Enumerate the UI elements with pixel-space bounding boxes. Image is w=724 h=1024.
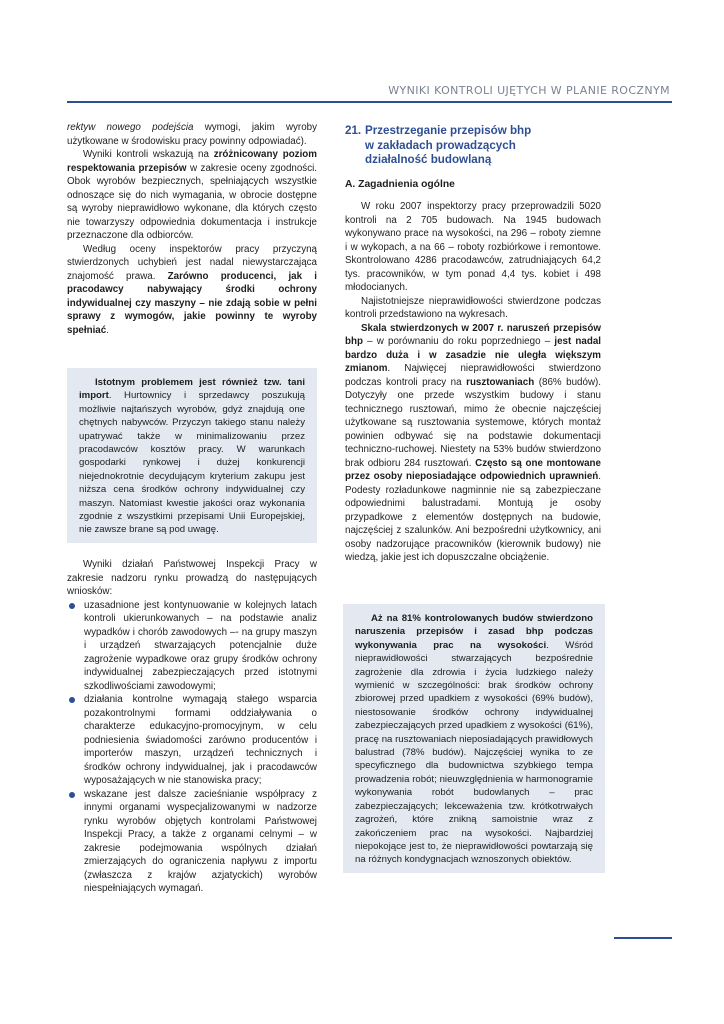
- list-item: wskazane jest dalsze zacieśnianie współpracy z innymi organami wyspecjalizowanymi w nadzorze rynku wyrobów objętych kontrolami Państwowej Inspekcji Pracy, a także z organami celnymi – w zakresie podejmowania wspólnych działań zmierzających do ograniczenia napływu z importu (zwłaszcza z krajów azjatyckich) wyrobów niespełniających wymagań.: [67, 788, 317, 896]
- right-p3-bold-g: Często są one montowane przez osoby nieposiadające odpowiednich uprawnień: [345, 457, 601, 483]
- box2-bold: Aż na 81% kontrolowanych budów stwierdzono naruszenia przepisów i zasad bhp podczas wykonywania prac na wysokości: [355, 613, 593, 651]
- left-paragraph-3: [67, 243, 317, 338]
- box1-paragraph: [79, 376, 305, 537]
- highlight-box-heights: [343, 604, 605, 873]
- highlight-box-import: [67, 368, 317, 543]
- right-p3-bold-c: jest nadal bardzo duża i w zasadzie nie uległa większym zmianom: [345, 336, 601, 375]
- conclusions-list: [67, 599, 317, 896]
- left-p2-a: Wyniki kontroli wskazują na: [83, 149, 214, 160]
- running-header: WYNIKI KONTROLI UJĘTYCH W PLANIE ROCZNYM: [388, 84, 670, 97]
- right-paragraph-2: Najistotniejsze nieprawidłowości stwierdzone podczas kontroli przedstawiono na wykresach.: [345, 295, 601, 321]
- right-p3-f: (86% budów). Dotyczyły one przede wszystkim budowy i stanu technicznego rusztowań, mimo że obecnie najczęściej użytkowane są rusztowania systemowe, których montaż powinien odbywać się na podstawie dokumentacji techniczno-ruchowej. Niestety na 53% budów stwierdzono brak odbioru 284 rusztowań.: [345, 376, 602, 469]
- right-paragraph-1: W roku 2007 inspektorzy pracy przeprowadzili 5020 kontroli na 2 705 budowach. Na 1945 budowach wykonywano prace na wysokości, na 296 – roboty ziemne i w wykopach, a na 66 – roboty rozbiórkowe i remontowe. Skontrolowano 4286 pracodawców, zatrudniających 64,2 tys. pracowników, w tym ponad 4,4 tys. kobiet i 498 młodocianych.: [345, 201, 601, 294]
- section-title: [345, 124, 601, 168]
- header-rule: [67, 101, 672, 103]
- subheading: A. Zagadnienia ogólne: [345, 178, 455, 190]
- left-p3-c: .: [106, 324, 109, 336]
- conclusions-intro: Wyniki działań Państwowej Inspekcji Pracy w zakresie nadzoru rynku prowadzą do następujących wniosków:: [67, 559, 317, 597]
- left-p3-a: Według oceny inspektorów pracy przyczyną stwierdzonych uchybień jest nadal niewystarczająca znajomość prawa.: [67, 243, 317, 282]
- right-p3-bold-a: Skala stwierdzonych w 2007 r. naruszeń przepisów bhp: [345, 322, 601, 348]
- left-paragraph-1: [67, 121, 317, 148]
- list-item: uzasadnione jest kontynuowanie w kolejnych latach kontroli ukierunkowanych – na podstawie analiz wypadków i chorób zawodowych –- na grupy maszyn i urządzeń stwarzających potencjalnie duże zagrożenie wypadkowe oraz grupy środków ochrony indywidualnej zabezpieczających przed istotnymi szkodliwościami zawodowymi;: [67, 599, 317, 694]
- right-p3-h: . Podesty rozładunkowe nagminnie nie są zabezpieczane odpowiednimi balustradami. Montują je osoby przypadkowe z elementów dostępnych na budowie, najczęściej z szalunków. Ani bezpośredni użytkownicy, ani osoby nadzorujące pracowników (kierownik budowy) nie wiedzą, jakie jest ich dopuszczalne obciążenie.: [345, 471, 601, 564]
- left-column-conclusions: [67, 558, 317, 896]
- box1-text: . Hurtownicy i sprzedawcy poszukują możliwie najtańszych wyrobów, gdyż znajdują one chętnych nabywców. Przyczyn takiego stanu należy upatrywać także w minimalizowaniu przez pracodawców kosztów pracy. W warunkach gospodarki rynkowej i dużej konkurencji niejednokrotnie decydującym kryterium zakupu jest niższa cena środków ochrony indywidualnej czy maszyn. Natomiast kwestie jakości oraz wykonania zgodnie z wszystkimi przepisami Unii Europejskiej, nie zawsze brane są pod uwagę.: [79, 390, 305, 536]
- list-item: działania kontrolne wymagają stałego wsparcia pozakontrolnymi formami oddziaływania o charakterze edukacyjno-promocyjnym, w celu podniesienia świadomości zarówno producentów i importerów maszyn, urządzeń technicznych i środków ochrony indywidualnej, jak i pracodawców wyposażających w nie stanowiska pracy;: [67, 693, 317, 788]
- left-column-top: [67, 121, 317, 337]
- left-p3-bold: Zarówno producenci, jak i pracodawcy nabywający środki ochrony indywidualnej czy maszyny – nie zdają sobie w pełni sprawy z wymogów, jakie powinny te wyroby spełniać: [67, 270, 317, 336]
- right-p3-bold-e: rusztowaniach: [466, 376, 535, 388]
- right-paragraph-3: [345, 322, 601, 565]
- section-title-line-1: Przestrzeganie przepisów bhp: [365, 124, 532, 137]
- section-title-line-2: w zakładach prowadzących: [365, 138, 516, 152]
- left-p1-italic: rektyw nowego podejścia: [67, 122, 194, 133]
- left-p2-c: w zakresie oceny zgodności. Obok wyrobów bezpiecznych, spełniających wszystkie odnoszące się do nich wymagania, w obrocie dostępne są wyroby nieprawidłowo wykonane, dla których często nie towarzyszy odpowiednia dokumentacja i instrukcje przeznaczone dla odbiorców.: [67, 162, 318, 241]
- right-column: [345, 124, 601, 565]
- right-p3-b: – w porównaniu do roku poprzedniego –: [362, 336, 555, 348]
- left-paragraph-2: [67, 148, 317, 243]
- section-number: 21.: [345, 124, 362, 137]
- left-p1-rest: wymogi, jakim wyroby użytkowane w środowisku pracy powinny odpowiadać).: [67, 122, 317, 147]
- left-p2-bold: zróżnicowany poziom respektowania przepisów: [67, 149, 317, 174]
- box1-bold: Istotnym problemem jest również tzw. tani import: [79, 377, 305, 402]
- right-p3-d: . Najwięcej nieprawidłowości stwierdzono podczas kontroli pracy na: [345, 363, 601, 388]
- box2-paragraph: [355, 612, 593, 867]
- section-title-line-3: działalność budowlaną: [365, 153, 492, 167]
- box2-text: . Wśród nieprawidłowości stwarzających bezpośrednie zagrożenie dla zdrowia i życia ludzkiego należy wymienić w szczególności: brak środków ochrony zbiorowej przed upadkiem z wysokości (69% budów), niestosowanie środków ochrony indywidualnej zabezpieczających przed upadkiem z wysokości (61%), pracę na rusztowaniach nieposiadających prawidłowych balustrad (78% budów). Najczęściej wynika to ze specyficznego dla budownictwa szybkiego tempa prowadzenia robót; nieuwzględnienia w harmonogramie wykonywania robót budowlanych – prac zabezpieczających; lekceważenia tzw. krótkotrwałych zagrożeń, które znikną samoistnie wraz z zakończeniem prac na wysokości. Najbardziej niepokojące jest to, że nieprawidłowości powtarzają się na różnych kondygnacjach wznoszonych obiektów.: [355, 639, 593, 866]
- footer-rule: [614, 937, 672, 939]
